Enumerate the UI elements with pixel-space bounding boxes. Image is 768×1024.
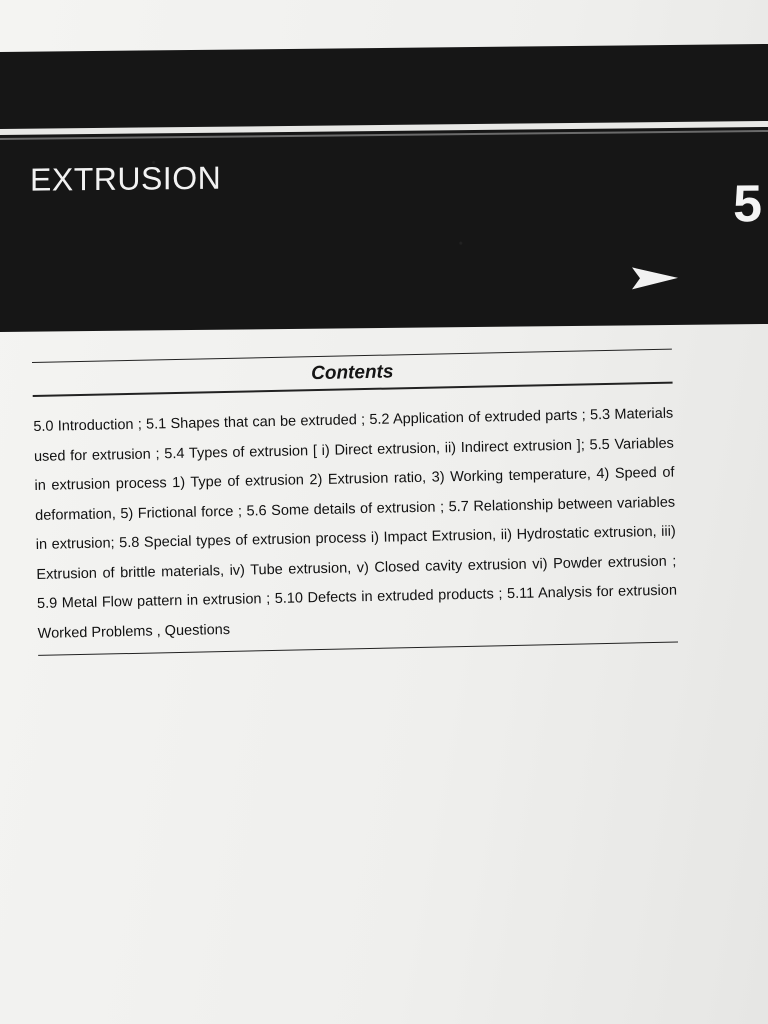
contents-text: 5.0 Introduction ; 5.1 Shapes that can be extruded ; 5.2 Application of extruded parts ; 5.3 Materials used for extrusion ; 5.4 Types of extrusion [ i) Direct extrusion, ii) Indirect extrusion ]; 5.5 Variables in extrusion process 1) Type of extrusion 2) Extrusion ratio, 3) Working temperature, 4) Speed of deformation, 5) Frictional force ; 5.6 Some details of extrusion ; 5.7 Relationship between variables in extrusion; 5.8 Special types of extrusion process i) Impact Extrusion, ii) Hydrostatic extrusion, iii) Extrusion of brittle materials, iv) Tube extrusion, v) Closed cavity extrusion vi) Powder extrusion ; 5.9 Metal Flow pattern in extrusion ; 5.10 Defects in extruded products ; 5.11 Analysis for extrusion Worked Problems , Questions [33, 405, 678, 642]
chapter-number: 5 [733, 175, 762, 234]
contents-heading: Contents [310, 361, 394, 385]
contents-section [32, 349, 678, 656]
bleed-through-texture [36, 693, 736, 708]
chapter-title: EXTRUSION [30, 159, 222, 198]
chapter-banner [0, 44, 768, 332]
arrow-right-icon [632, 265, 678, 291]
